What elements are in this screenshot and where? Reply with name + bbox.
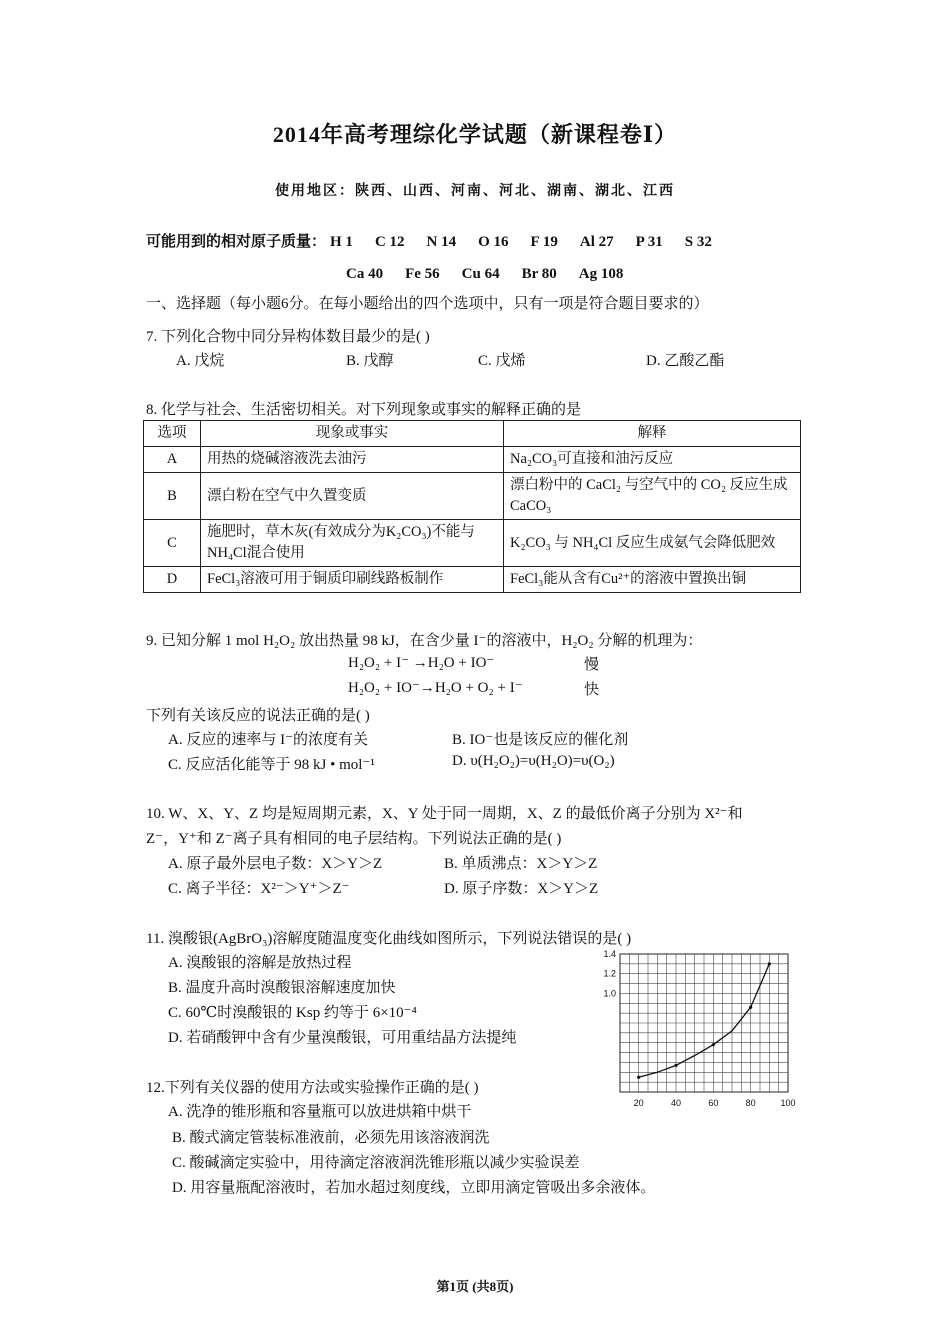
q10-option-d: D. 原子序数：X＞Y＞Z — [444, 881, 599, 897]
q9-option-a: A. 反应的速率与 I⁻的浓度有关 — [168, 732, 368, 748]
q7-option-a: A. 戊烷 — [176, 353, 225, 369]
mass-item: Ca 40 — [346, 266, 384, 282]
fact-cell: 用热的烧碱溶液洗去油污 — [201, 447, 504, 473]
mass-item: N 14 — [426, 234, 457, 250]
page-footer: 第1页 (共8页) — [436, 1279, 514, 1294]
x-tick-label: 60 — [708, 1098, 719, 1108]
q9-equation-1-rate: 慢 — [584, 657, 600, 673]
mass-item: O 16 — [478, 234, 509, 250]
q10-option-b: B. 单质沸点：X＞Y＞Z — [444, 856, 598, 872]
data-point — [674, 1064, 677, 1067]
table-row — [144, 567, 801, 593]
option-cell: C — [144, 520, 201, 567]
explanation-cell: FeCl₃能从含有Cu²⁺的溶液中置换出铜 — [504, 567, 801, 593]
q9-ask: 下列有关该反应的说法正确的是( ) — [146, 708, 370, 724]
mass-item: H 1 — [330, 234, 353, 250]
table-row — [144, 520, 801, 567]
explanation-cell: 漂白粉中的 CaCl₂ 与空气中的 CO₂ 反应生成 CaCO₃ — [504, 473, 801, 520]
q10-stem-line-2: Z⁻，Y⁺和 Z⁻离子具有相同的电子层结构。下列说法正确的是( ) — [146, 831, 562, 847]
data-point — [749, 1006, 752, 1009]
atomic-mass-row-1 — [146, 230, 734, 251]
data-point — [768, 962, 771, 965]
option-cell: A — [144, 447, 201, 473]
q9-option-b: B. IO⁻也是该反应的催化剂 — [452, 732, 629, 748]
q7-option-c: C. 戊烯 — [478, 353, 526, 369]
header-cell: 选项 — [144, 421, 201, 447]
y-tick-label: 1.4 — [603, 950, 616, 959]
solubility-chart — [588, 950, 800, 1116]
q9-equation-2-rate: 快 — [584, 682, 600, 698]
q7-stem: 7. 下列化合物中同分异构体数目最少的是( ) — [146, 329, 430, 345]
fact-cell: 施肥时，草木灰(有效成分为K₂CO₃)不能与NH₄Cl混合使用 — [201, 520, 504, 567]
mass-item: Fe 56 — [405, 266, 440, 282]
q9-stem: 9. 已知分解 1 mol H₂O₂ 放出热量 98 kJ，在含少量 I⁻的溶液中，H₂O₂ 分解的机理为： — [146, 633, 703, 649]
q9-option-d: D. υ(H₂O₂)=υ(H₂O)=υ(O₂) — [452, 753, 615, 769]
table-row — [144, 473, 801, 520]
header-cell: 现象或事实 — [201, 421, 504, 447]
mass-item: Br 80 — [521, 266, 557, 282]
mass-item: Al 27 — [579, 234, 614, 250]
fact-cell: FeCl₃溶液可用于铜质印刷线路板制作 — [201, 567, 504, 593]
q11-option-a: A. 溴酸银的溶解是放热过程 — [168, 955, 352, 971]
atomic-mass-label: 可能用到的相对原子质量： — [146, 234, 327, 250]
q11-stem: 11. 溴酸银(AgBrO₃)溶解度随温度变化曲线如图所示，下列说法错误的是( ) — [146, 931, 632, 947]
mass-item: S 32 — [684, 234, 712, 250]
q12-option-a: A. 洗净的锥形瓶和容量瓶可以放进烘箱中烘干 — [168, 1104, 472, 1120]
q10-option-c: C. 离子半径：X²⁻＞Y⁺＞Z⁻ — [168, 881, 350, 897]
option-cell: B — [144, 473, 201, 520]
q7-option-b: B. 戊醇 — [346, 353, 394, 369]
q11-option-b: B. 温度升高时溴酸银溶解速度加快 — [168, 980, 396, 996]
q9-option-c: C. 反应活化能等于 98 kJ • mol⁻¹ — [168, 757, 375, 773]
fact-cell: 漂白粉在空气中久置变质 — [201, 473, 504, 520]
data-point — [637, 1076, 640, 1079]
page-title: 2014年高考理综化学试题（新课程卷Ⅰ） — [272, 122, 678, 147]
y-tick-label: 1.0 — [603, 988, 616, 999]
q12-option-b: B. 酸式滴定管装标准液前，必须先用该溶液润洗 — [172, 1130, 490, 1146]
q10-option-a: A. 原子最外层电子数：X＞Y＞Z — [168, 856, 383, 872]
mass-item: Cu 64 — [461, 266, 500, 282]
explanation-cell: Na₂CO₃可直接和油污反应 — [504, 447, 801, 473]
q12-option-c: C. 酸碱滴定实验中，用待滴定溶液润洗锥形瓶以减少实验误差 — [172, 1155, 580, 1171]
x-tick-label: 100 — [780, 1098, 796, 1108]
header-cell: 解释 — [504, 421, 801, 447]
data-point — [712, 1043, 715, 1046]
q8-table — [143, 420, 801, 593]
q12-option-d: D. 用容量瓶配溶液时，若加水超过刻度线，立即用滴定管吸出多余液体。 — [172, 1180, 656, 1196]
q8-stem: 8. 化学与社会、生活密切相关。对下列现象或事实的解释正确的是 — [146, 402, 582, 418]
mass-item: F 19 — [530, 234, 558, 250]
q11-option-c: C. 60℃时溴酸银的 Ksp 约等于 6×10⁻⁴ — [168, 1005, 417, 1021]
section-heading: 一、选择题（每小题6分。在每小题给出的四个选项中，只有一项是符合题目要求的） — [146, 296, 709, 312]
usage-regions: 使用地区：陕西、山西、河南、河北、湖南、湖北、江西 — [275, 183, 675, 199]
explanation-cell: K₂CO₃ 与 NH₄Cl 反应生成氨气会降低肥效 — [504, 520, 801, 567]
table-header-row — [144, 421, 801, 447]
q12-stem: 12.下列有关仪器的使用方法或实验操作正确的是( ) — [146, 1080, 479, 1096]
y-tick-label: 1.2 — [603, 968, 616, 979]
mass-item: Ag 108 — [578, 266, 624, 282]
x-tick-label: 40 — [670, 1098, 682, 1108]
mass-item: P 31 — [635, 234, 663, 250]
q11-option-d: D. 若硝酸钾中含有少量溴酸银，可用重结晶方法提纯 — [168, 1030, 517, 1046]
mass-item: C 12 — [374, 234, 405, 250]
q9-equation-2: H₂O₂ + IO⁻→H₂O + O₂ + I⁻ — [348, 680, 523, 696]
q10-stem-line-1: 10. W、X、Y、Z 均是短周期元素，X、Y 处于同一周期，X、Z 的最低价离子分别为 X²⁻和 — [146, 806, 743, 822]
q7-option-d: D. 乙酸乙酯 — [646, 353, 725, 369]
option-cell: D — [144, 567, 201, 593]
q9-equation-1: H₂O₂ + I⁻ →H₂O + IO⁻ — [348, 655, 495, 671]
atomic-mass-row-2 — [346, 266, 645, 283]
table-row — [144, 447, 801, 473]
x-tick-label: 20 — [633, 1098, 644, 1108]
x-tick-label: 80 — [745, 1098, 756, 1108]
